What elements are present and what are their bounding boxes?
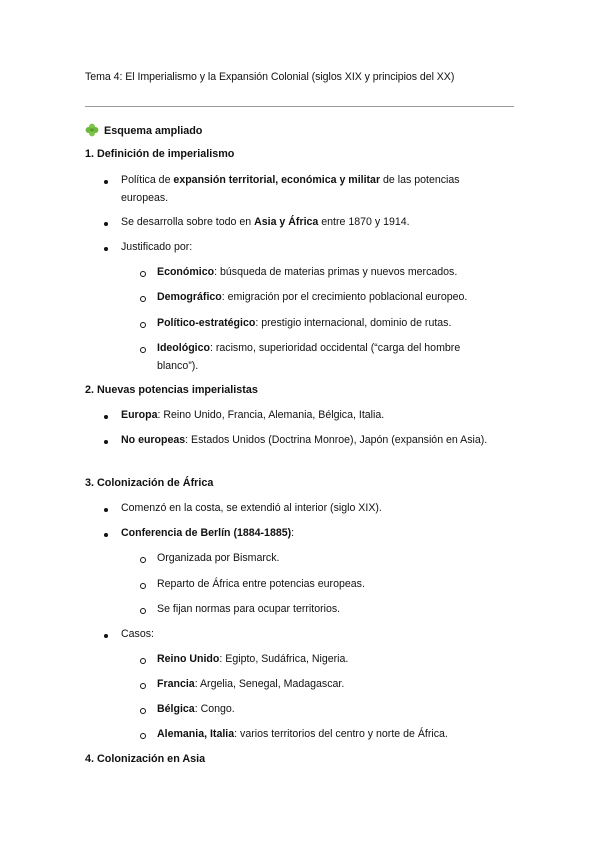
list-item: Se desarrolla sobre todo en Asia y África entre 1870 y 1914. — [121, 216, 410, 228]
outline-heading-text: Esquema ampliado — [104, 125, 203, 137]
bullet-circle — [140, 322, 146, 328]
list-item: Reparto de África entre potencias europeas. — [157, 578, 365, 590]
bullet-circle — [140, 683, 146, 689]
outline-heading — [85, 123, 202, 137]
document-title: Tema 4: El Imperialismo y la Expansión Colonial (siglos XIX y principios del XX) — [85, 71, 455, 83]
bullet-circle — [140, 557, 146, 563]
list-item: Organizada por Bismarck. — [157, 552, 280, 564]
title-divider — [85, 106, 514, 107]
bullet-dot — [104, 247, 108, 251]
list-item: Política de expansión territorial, económica y militar de las potencias europeas. — [121, 174, 460, 204]
list-item: Francia: Argelia, Senegal, Madagascar. — [157, 678, 345, 690]
bullet-dot — [104, 440, 108, 444]
list-item: Demográfico: emigración por el crecimiento poblacional europeo. — [157, 291, 468, 303]
bullet-circle — [140, 658, 146, 664]
bullet-circle — [140, 733, 146, 739]
list-item: No europeas: Estados Unidos (Doctrina Monroe), Japón (expansión en Asia). — [121, 434, 488, 446]
list-item: Se fijan normas para ocupar territorios. — [157, 603, 341, 615]
bullet-circle — [140, 708, 146, 714]
bullet-dot — [104, 180, 108, 184]
bullet-dot — [104, 634, 108, 638]
bullet-circle — [140, 347, 146, 353]
bullet-dot — [104, 222, 108, 226]
section-heading-potencias: 2. Nuevas potencias imperialistas — [85, 384, 258, 396]
list-item: Comenzó en la costa, se extendió al interior (siglo XIX). — [121, 502, 382, 514]
list-item: Económico: búsqueda de materias primas y nuevos mercados. — [157, 266, 458, 278]
bullet-circle — [140, 296, 146, 302]
bullet-dot — [104, 415, 108, 419]
list-item: Reino Unido: Egipto, Sudáfrica, Nigeria. — [157, 653, 349, 665]
section-heading-asia: 4. Colonización en Asia — [85, 753, 206, 765]
section-heading-definicion: 1. Definición de imperialismo — [85, 148, 235, 160]
list-item: Político-estratégico: prestigio internacional, dominio de rutas. — [157, 317, 452, 329]
list-item: Justificado por: — [121, 241, 193, 253]
bullet-circle — [140, 271, 146, 277]
list-item: Casos: — [121, 628, 154, 640]
list-item: Alemania, Italia: varios territorios del centro y norte de África. — [157, 728, 448, 740]
bullet-circle — [140, 608, 146, 614]
list-item: Bélgica: Congo. — [157, 703, 235, 715]
section-heading-africa: 3. Colonización de África — [85, 477, 214, 489]
list-item: Ideológico: racismo, superioridad occidental (“carga del hombre blanco”). — [157, 342, 461, 372]
bullet-circle — [140, 583, 146, 589]
list-item: Conferencia de Berlín (1884-1885): — [121, 527, 295, 539]
bullet-dot — [104, 533, 108, 537]
clover-icon — [85, 123, 99, 137]
bullet-dot — [104, 508, 108, 512]
list-item: Europa: Reino Unido, Francia, Alemania, Bélgica, Italia. — [121, 409, 385, 421]
